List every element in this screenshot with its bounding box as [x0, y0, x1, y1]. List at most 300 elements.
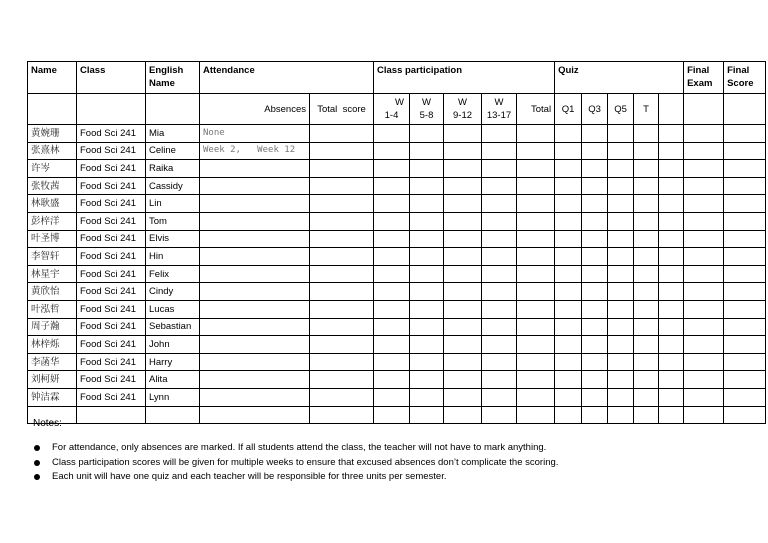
cell-score[interactable]	[724, 371, 766, 389]
cell-empty[interactable]	[146, 406, 200, 424]
cell-score[interactable]	[374, 300, 410, 318]
cell-score[interactable]	[724, 230, 766, 248]
cell-score[interactable]	[444, 388, 482, 406]
cell-score[interactable]	[582, 195, 608, 213]
cell-empty[interactable]	[310, 406, 374, 424]
cell-score[interactable]	[444, 230, 482, 248]
cell-score[interactable]	[410, 125, 444, 143]
cell-score[interactable]	[634, 125, 659, 143]
cell-empty[interactable]	[659, 406, 684, 424]
cell-absences[interactable]	[200, 353, 310, 371]
cell-score[interactable]	[517, 265, 555, 283]
cell-score[interactable]	[608, 265, 634, 283]
cell-absences[interactable]: Week 2, Week 12	[200, 142, 310, 160]
cell-score[interactable]	[517, 388, 555, 406]
cell-score[interactable]	[582, 177, 608, 195]
cell-score[interactable]	[410, 160, 444, 178]
cell-score[interactable]	[410, 371, 444, 389]
cell-score[interactable]	[684, 371, 724, 389]
cell-score[interactable]	[608, 160, 634, 178]
cell-score[interactable]	[444, 248, 482, 266]
cell-score[interactable]	[608, 177, 634, 195]
cell-score[interactable]	[410, 318, 444, 336]
note-item	[33, 441, 558, 456]
cell-score[interactable]	[482, 248, 517, 266]
cell-score[interactable]	[310, 371, 374, 389]
cell-score[interactable]	[374, 336, 410, 354]
cell-score[interactable]	[374, 283, 410, 301]
cell-score[interactable]	[582, 388, 608, 406]
cell-score[interactable]	[555, 177, 582, 195]
cell-score[interactable]	[482, 195, 517, 213]
cell-score[interactable]	[684, 300, 724, 318]
cell-score[interactable]	[659, 318, 684, 336]
cell-score[interactable]	[517, 371, 555, 389]
cell-score[interactable]	[608, 388, 634, 406]
cell-score[interactable]	[684, 160, 724, 178]
cell-score[interactable]	[555, 388, 582, 406]
cell-score[interactable]	[634, 265, 659, 283]
cell-class[interactable]: Food Sci 241	[77, 353, 146, 371]
cell-score[interactable]	[684, 125, 724, 143]
cell-absences[interactable]	[200, 318, 310, 336]
cell-absences[interactable]	[200, 336, 310, 354]
cell-score[interactable]	[582, 336, 608, 354]
cell-score[interactable]	[684, 336, 724, 354]
cell-class[interactable]: Food Sci 241	[77, 300, 146, 318]
cell-name[interactable]: 林梓烁	[28, 336, 77, 354]
cell-empty[interactable]	[482, 406, 517, 424]
week-label-top: W	[422, 97, 431, 108]
cell-score[interactable]	[582, 300, 608, 318]
cell-absences[interactable]	[200, 160, 310, 178]
cell-score[interactable]	[659, 160, 684, 178]
cell-score[interactable]	[582, 212, 608, 230]
cell-score[interactable]	[634, 318, 659, 336]
cell-score[interactable]	[517, 248, 555, 266]
cell-score[interactable]	[724, 388, 766, 406]
cell-score[interactable]	[608, 283, 634, 301]
cell-score[interactable]	[310, 353, 374, 371]
cell-score[interactable]	[517, 212, 555, 230]
cell-score[interactable]	[684, 142, 724, 160]
cell-score[interactable]	[482, 318, 517, 336]
cell-score[interactable]	[684, 388, 724, 406]
cell-english-name[interactable]: Cindy	[146, 283, 200, 301]
cell-score[interactable]	[659, 125, 684, 143]
header-quiz: Quiz	[555, 62, 684, 94]
cell-score[interactable]	[517, 195, 555, 213]
cell-score[interactable]	[444, 177, 482, 195]
cell-score[interactable]	[555, 336, 582, 354]
cell-score[interactable]	[482, 353, 517, 371]
cell-score[interactable]	[684, 265, 724, 283]
cell-absences[interactable]	[200, 371, 310, 389]
cell-score[interactable]	[444, 318, 482, 336]
cell-score[interactable]	[582, 160, 608, 178]
cell-score[interactable]	[555, 248, 582, 266]
cell-score[interactable]	[374, 388, 410, 406]
cell-english-name[interactable]: Felix	[146, 265, 200, 283]
cell-score[interactable]	[310, 177, 374, 195]
table-row	[28, 195, 766, 213]
cell-absences[interactable]	[200, 248, 310, 266]
cell-score[interactable]	[608, 142, 634, 160]
cell-score[interactable]	[482, 230, 517, 248]
cell-english-name[interactable]: Alita	[146, 371, 200, 389]
cell-score[interactable]	[482, 125, 517, 143]
cell-score[interactable]	[555, 195, 582, 213]
cell-score[interactable]	[724, 195, 766, 213]
cell-score[interactable]	[410, 195, 444, 213]
cell-score[interactable]	[659, 336, 684, 354]
cell-score[interactable]	[410, 388, 444, 406]
cell-empty[interactable]	[555, 406, 582, 424]
table-row	[28, 125, 766, 143]
cell-score[interactable]	[310, 212, 374, 230]
cell-score[interactable]	[634, 300, 659, 318]
cell-score[interactable]	[482, 212, 517, 230]
cell-score[interactable]	[582, 230, 608, 248]
subheader-empty	[146, 94, 200, 125]
cell-score[interactable]	[444, 353, 482, 371]
cell-score[interactable]	[634, 371, 659, 389]
cell-score[interactable]	[582, 265, 608, 283]
cell-score[interactable]	[374, 353, 410, 371]
cell-class[interactable]: Food Sci 241	[77, 388, 146, 406]
cell-score[interactable]	[517, 318, 555, 336]
cell-score[interactable]	[659, 283, 684, 301]
cell-score[interactable]	[555, 318, 582, 336]
cell-score[interactable]	[310, 318, 374, 336]
cell-absences[interactable]	[200, 212, 310, 230]
cell-empty[interactable]	[724, 406, 766, 424]
cell-score[interactable]	[724, 318, 766, 336]
cell-score[interactable]	[374, 160, 410, 178]
table-row	[28, 371, 766, 389]
cell-score[interactable]	[517, 177, 555, 195]
cell-score[interactable]	[410, 353, 444, 371]
cell-score[interactable]	[444, 125, 482, 143]
cell-score[interactable]	[608, 125, 634, 143]
cell-class[interactable]: Food Sci 241	[77, 212, 146, 230]
cell-score[interactable]	[608, 336, 634, 354]
cell-score[interactable]	[310, 230, 374, 248]
cell-score[interactable]	[608, 371, 634, 389]
cell-class[interactable]: Food Sci 241	[77, 142, 146, 160]
cell-english-name[interactable]: Sebastian	[146, 318, 200, 336]
cell-score[interactable]	[684, 177, 724, 195]
cell-score[interactable]	[684, 212, 724, 230]
cell-score[interactable]	[659, 142, 684, 160]
cell-score[interactable]	[582, 318, 608, 336]
cell-score[interactable]	[555, 371, 582, 389]
cell-score[interactable]	[310, 388, 374, 406]
cell-score[interactable]	[582, 283, 608, 301]
note-item	[33, 456, 558, 471]
cell-score[interactable]	[555, 300, 582, 318]
cell-score[interactable]	[608, 300, 634, 318]
cell-absences[interactable]	[200, 177, 310, 195]
cell-name[interactable]: 林耿盛	[28, 195, 77, 213]
cell-absences[interactable]	[200, 195, 310, 213]
cell-score[interactable]	[374, 248, 410, 266]
cell-absences[interactable]: None	[200, 125, 310, 143]
cell-empty[interactable]	[200, 406, 310, 424]
cell-score[interactable]	[724, 300, 766, 318]
table-row	[28, 318, 766, 336]
cell-score[interactable]	[608, 353, 634, 371]
cell-score[interactable]	[724, 248, 766, 266]
cell-score[interactable]	[410, 230, 444, 248]
cell-score[interactable]	[517, 283, 555, 301]
cell-score[interactable]	[444, 300, 482, 318]
cell-score[interactable]	[555, 353, 582, 371]
cell-score[interactable]	[374, 177, 410, 195]
cell-score[interactable]	[482, 283, 517, 301]
cell-english-name[interactable]: Raika	[146, 160, 200, 178]
cell-class[interactable]: Food Sci 241	[77, 265, 146, 283]
cell-score[interactable]	[634, 248, 659, 266]
cell-score[interactable]	[374, 125, 410, 143]
cell-score[interactable]	[724, 265, 766, 283]
cell-score[interactable]	[659, 212, 684, 230]
cell-score[interactable]	[517, 300, 555, 318]
cell-english-name[interactable]: Lucas	[146, 300, 200, 318]
cell-empty[interactable]	[684, 406, 724, 424]
cell-score[interactable]	[659, 248, 684, 266]
cell-score[interactable]	[374, 230, 410, 248]
cell-score[interactable]	[659, 265, 684, 283]
cell-empty[interactable]	[410, 406, 444, 424]
cell-score[interactable]	[374, 265, 410, 283]
cell-score[interactable]	[444, 142, 482, 160]
cell-score[interactable]	[374, 142, 410, 160]
cell-score[interactable]	[410, 248, 444, 266]
cell-name[interactable]: 张牧茜	[28, 177, 77, 195]
cell-score[interactable]	[374, 371, 410, 389]
cell-score[interactable]	[444, 371, 482, 389]
cell-name[interactable]: 李智轩	[28, 248, 77, 266]
cell-score[interactable]	[659, 177, 684, 195]
cell-english-name[interactable]: Cassidy	[146, 177, 200, 195]
cell-english-name[interactable]: Lynn	[146, 388, 200, 406]
cell-score[interactable]	[410, 336, 444, 354]
cell-absences[interactable]	[200, 300, 310, 318]
cell-score[interactable]	[684, 353, 724, 371]
cell-score[interactable]	[582, 248, 608, 266]
cell-name[interactable]: 林星宇	[28, 265, 77, 283]
cell-english-name[interactable]: Harry	[146, 353, 200, 371]
cell-score[interactable]	[724, 283, 766, 301]
cell-score[interactable]	[582, 353, 608, 371]
cell-score[interactable]	[555, 160, 582, 178]
cell-english-name[interactable]: Lin	[146, 195, 200, 213]
cell-score[interactable]	[310, 300, 374, 318]
cell-name[interactable]: 刘柯妍	[28, 371, 77, 389]
cell-name[interactable]: 黄欣怡	[28, 283, 77, 301]
cell-score[interactable]	[555, 125, 582, 143]
cell-score[interactable]	[410, 142, 444, 160]
cell-score[interactable]	[482, 177, 517, 195]
table-row	[28, 283, 766, 301]
cell-score[interactable]	[555, 265, 582, 283]
cell-score[interactable]	[634, 195, 659, 213]
cell-score[interactable]	[517, 353, 555, 371]
cell-score[interactable]	[634, 283, 659, 301]
cell-empty[interactable]	[444, 406, 482, 424]
cell-name[interactable]: 周子瀚	[28, 318, 77, 336]
cell-score[interactable]	[517, 125, 555, 143]
cell-absences[interactable]	[200, 265, 310, 283]
cell-empty[interactable]	[374, 406, 410, 424]
cell-empty[interactable]	[517, 406, 555, 424]
cell-score[interactable]	[659, 353, 684, 371]
cell-empty[interactable]	[634, 406, 659, 424]
cell-name[interactable]: 李菡华	[28, 353, 77, 371]
cell-score[interactable]	[310, 195, 374, 213]
cell-score[interactable]	[444, 212, 482, 230]
cell-score[interactable]	[410, 265, 444, 283]
cell-score[interactable]	[310, 142, 374, 160]
cell-score[interactable]	[582, 125, 608, 143]
cell-score[interactable]	[310, 125, 374, 143]
cell-class[interactable]: Food Sci 241	[77, 371, 146, 389]
cell-class[interactable]: Food Sci 241	[77, 248, 146, 266]
cell-score[interactable]	[608, 248, 634, 266]
cell-score[interactable]	[724, 125, 766, 143]
cell-name[interactable]: 叶泓哲	[28, 300, 77, 318]
cell-score[interactable]	[608, 212, 634, 230]
cell-class[interactable]: Food Sci 241	[77, 230, 146, 248]
cell-absences[interactable]	[200, 230, 310, 248]
cell-name[interactable]: 张熹林	[28, 142, 77, 160]
cell-score[interactable]	[659, 371, 684, 389]
cell-score[interactable]	[634, 160, 659, 178]
cell-name[interactable]: 黄婉珊	[28, 125, 77, 143]
cell-score[interactable]	[310, 160, 374, 178]
cell-score[interactable]	[608, 230, 634, 248]
cell-english-name[interactable]: Celine	[146, 142, 200, 160]
subheader-row	[28, 94, 766, 125]
cell-score[interactable]	[608, 195, 634, 213]
cell-score[interactable]	[634, 177, 659, 195]
cell-score[interactable]	[410, 300, 444, 318]
cell-english-name[interactable]: Elvis	[146, 230, 200, 248]
cell-score[interactable]	[374, 212, 410, 230]
subheader-empty	[684, 94, 724, 125]
cell-score[interactable]	[482, 142, 517, 160]
cell-score[interactable]	[517, 336, 555, 354]
cell-score[interactable]	[555, 230, 582, 248]
cell-score[interactable]	[724, 336, 766, 354]
cell-score[interactable]	[555, 283, 582, 301]
cell-score[interactable]	[482, 265, 517, 283]
cell-score[interactable]	[634, 142, 659, 160]
cell-name[interactable]: 许岑	[28, 160, 77, 178]
cell-score[interactable]	[582, 142, 608, 160]
cell-name[interactable]: 彭梓洋	[28, 212, 77, 230]
cell-score[interactable]	[310, 248, 374, 266]
cell-score[interactable]	[684, 283, 724, 301]
cell-score[interactable]	[410, 283, 444, 301]
cell-score[interactable]	[517, 160, 555, 178]
cell-english-name[interactable]: Mia	[146, 125, 200, 143]
cell-score[interactable]	[608, 318, 634, 336]
cell-empty[interactable]	[608, 406, 634, 424]
cell-score[interactable]	[684, 318, 724, 336]
cell-score[interactable]	[444, 336, 482, 354]
cell-score[interactable]	[310, 283, 374, 301]
cell-class[interactable]: Food Sci 241	[77, 177, 146, 195]
cell-score[interactable]	[482, 371, 517, 389]
cell-score[interactable]	[724, 160, 766, 178]
cell-score[interactable]	[374, 195, 410, 213]
cell-score[interactable]	[482, 388, 517, 406]
cell-absences[interactable]	[200, 283, 310, 301]
cell-score[interactable]	[555, 142, 582, 160]
cell-score[interactable]	[482, 160, 517, 178]
cell-class[interactable]: Food Sci 241	[77, 283, 146, 301]
cell-score[interactable]	[582, 371, 608, 389]
cell-score[interactable]	[724, 212, 766, 230]
cell-score[interactable]	[724, 353, 766, 371]
cell-score[interactable]	[634, 388, 659, 406]
cell-score[interactable]	[310, 265, 374, 283]
cell-score[interactable]	[684, 230, 724, 248]
cell-class[interactable]: Food Sci 241	[77, 125, 146, 143]
cell-score[interactable]	[310, 336, 374, 354]
cell-class[interactable]: Food Sci 241	[77, 160, 146, 178]
cell-score[interactable]	[444, 160, 482, 178]
cell-score[interactable]	[659, 230, 684, 248]
cell-name[interactable]: 叶圣博	[28, 230, 77, 248]
cell-score[interactable]	[374, 318, 410, 336]
cell-score[interactable]	[724, 177, 766, 195]
cell-score[interactable]	[634, 212, 659, 230]
cell-score[interactable]	[634, 336, 659, 354]
cell-score[interactable]	[684, 248, 724, 266]
cell-english-name[interactable]: John	[146, 336, 200, 354]
cell-score[interactable]	[684, 195, 724, 213]
cell-english-name[interactable]: Tom	[146, 212, 200, 230]
cell-score[interactable]	[634, 353, 659, 371]
cell-score[interactable]	[659, 195, 684, 213]
cell-score[interactable]	[482, 300, 517, 318]
cell-score[interactable]	[659, 300, 684, 318]
cell-empty[interactable]	[77, 406, 146, 424]
cell-empty[interactable]	[582, 406, 608, 424]
cell-score[interactable]	[555, 212, 582, 230]
cell-class[interactable]: Food Sci 241	[77, 318, 146, 336]
cell-absences[interactable]	[200, 388, 310, 406]
cell-score[interactable]	[517, 142, 555, 160]
cell-score[interactable]	[444, 265, 482, 283]
cell-score[interactable]	[444, 195, 482, 213]
cell-name[interactable]: 钟洁霖	[28, 388, 77, 406]
cell-english-name[interactable]: Hin	[146, 248, 200, 266]
cell-score[interactable]	[659, 388, 684, 406]
cell-class[interactable]: Food Sci 241	[77, 195, 146, 213]
cell-score[interactable]	[634, 230, 659, 248]
cell-score[interactable]	[410, 212, 444, 230]
cell-score[interactable]	[517, 230, 555, 248]
cell-score[interactable]	[410, 177, 444, 195]
cell-class[interactable]: Food Sci 241	[77, 336, 146, 354]
cell-score[interactable]	[482, 336, 517, 354]
cell-score[interactable]	[724, 142, 766, 160]
cell-score[interactable]	[444, 283, 482, 301]
